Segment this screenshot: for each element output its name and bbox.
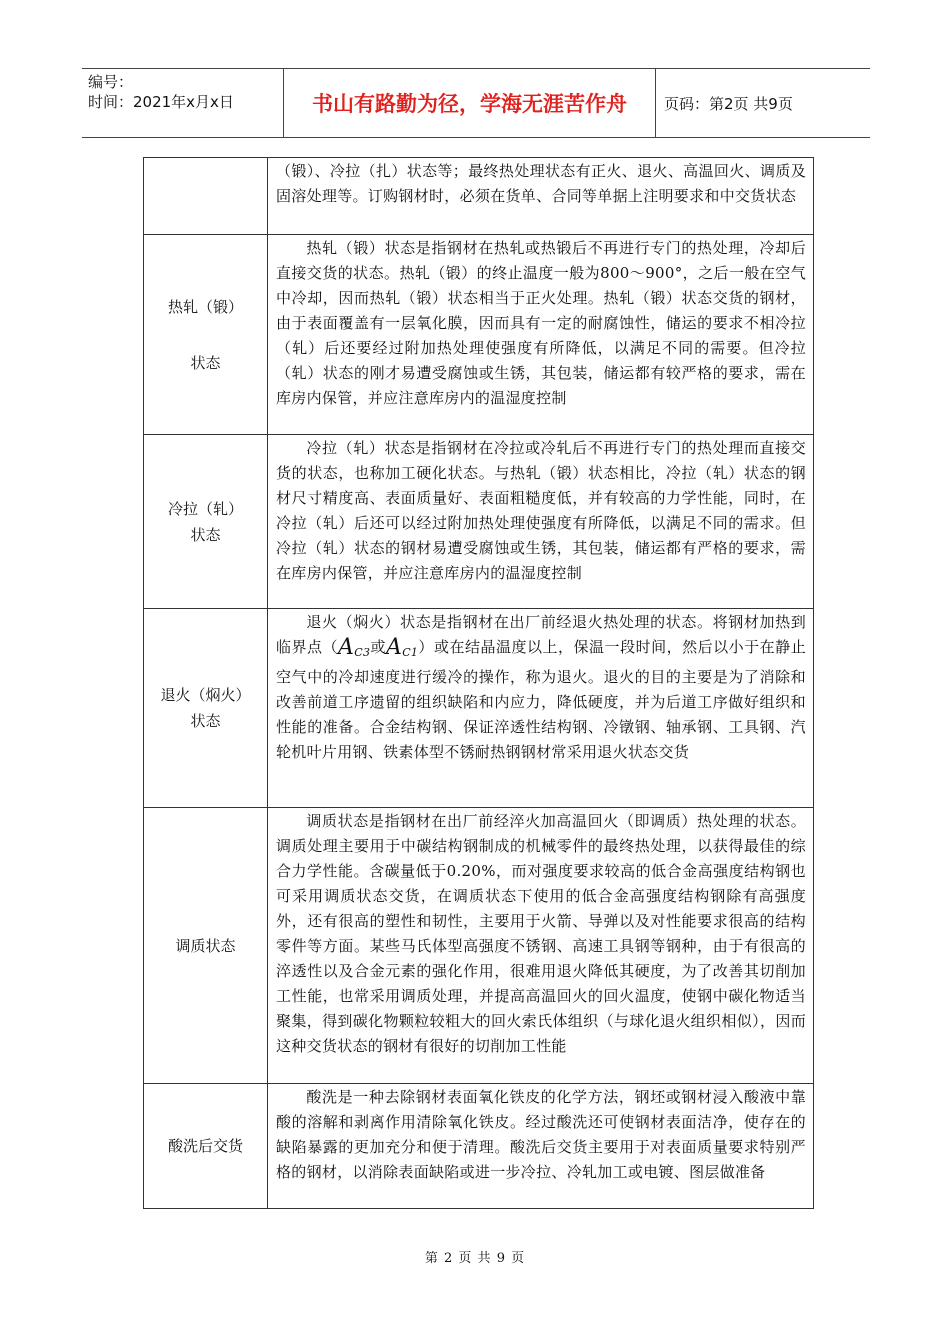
row-label-cell: [144, 158, 268, 235]
row-label-line: 冷拉（轧）: [167, 499, 243, 518]
row-label-cell: [144, 235, 268, 435]
table-row: [144, 808, 814, 1084]
table-row: [144, 158, 814, 235]
formula-ac3-ac1: $A_{C3}$或$A_{C1}$: [338, 635, 419, 660]
row-text: 酸洗是一种去除钢材表面氧化铁皮的化学方法，钢坯或钢材浸入酸液中靠酸的溶解和剥离作用清除氧化铁皮。经过酸洗还可使钢材表面洁净，使存在的缺陷暴露的更加充分和便于清理。酸洗后交货主要用于对表面质量要求特别严格的钢材，以消除表面缺陷或进一步冷拉、冷轧加工或电镀、图层做准备: [276, 1088, 806, 1181]
row-label-line: 热轧（锻）: [167, 297, 243, 316]
row-text: 热轧（锻）状态是指钢材在热轧或热锻后不再进行专门的热处理，冷却后直接交货的状态。热轧（锻）的终止温度一般为800～900°，之后一般在空气中冷却，因而热轧（锻）状态相当于正火处理。热轧（锻）状态交货的钢材，由于表面覆盖有一层氧化膜，因而具有一定的耐腐蚀性，储运的要求不相冷拉（轧）后还要经过附加热处理使强度有所降低，以满足不同的需要。但冷拉（轧）状态的刚才易遭受腐蚀或生锈，其包装，储运都有较严格的要求，需在库房内保管，并应注意库房内的温湿度控制: [276, 239, 806, 407]
row-text: 调质状态是指钢材在出厂前经淬火加高温回火（即调质）热处理的状态。调质处理主要用于中碳结构钢制成的机械零件的最终热处理，以获得最佳的综合力学性能。含碳量低于0.20%，而对强度要求较高的低合金高强度结构钢也可采用调质状态交货，在调质状态下使用的低合金高强度结构钢除有高强度外，还有很高的塑性和韧性，主要用于火箭、导弹以及对性能要求很高的结构零件等方面。某些马氏体型高强度不锈钢、高速工具钢等钢种，由于有很高的淬透性以及合金元素的强化作用，很难用退火降低其硬度，为了改善其切削加工性能，也常采用调质处理，并提高高温回火的回火温度，使钢中碳化物适当聚集，得到碳化物颗粒较粗大的回火索氏体组织（与球化退火组织相似），因而这种交货状态的钢材有很好的切削加工性能: [276, 812, 806, 1055]
row-text-cell: [268, 235, 814, 435]
row-label-cell: [144, 609, 268, 808]
number-label: 编号：: [88, 73, 134, 91]
table-row: [144, 235, 814, 435]
row-label-line: 状态: [190, 712, 221, 730]
row-label-line: 退火（焖火）: [160, 686, 251, 704]
table-row: [144, 435, 814, 609]
header-meta: [82, 69, 284, 137]
row-text-cell: [268, 808, 814, 1084]
row-label-line: 状态: [190, 525, 221, 544]
table-row: [144, 609, 814, 808]
row-text: 冷拉（轧）状态是指钢材在冷拉或冷轧后不再进行专门的热处理而直接交货的状态，也称加工硬化状态。与热轧（锻）状态相比，冷拉（轧）状态的钢材尺寸精度高、表面质量好、表面粗糙度低，并有较高的力学性能，同时，在冷拉（轧）后还可以经过附加热处理使强度有所降低，以满足不同的需求。但冷拉（轧）状态的钢材易遭受腐蚀或生锈，其包装，储运都有严格的要求，需在库房内保管，并应注意库房内的温湿度控制: [276, 439, 806, 582]
time-label: 时间：2021年x月x日: [88, 93, 234, 111]
row-text: （锻）、冷拉（扎）状态等；最终热处理状态有正火、退火、高温回火、调质及固溶处理等。订购钢材时，必须在货单、合同等单据上注明要求和中交货状态: [276, 162, 806, 205]
row-text-after: ）或在结晶温度以上，保温一段时间，然后以小于在静止空气中的冷却速度进行缓冷的操作，称为退火。退火的目的主要是为了消除和改善前道工序遗留的组织缺陷和内应力，降低硬度，并为后道工序做好组织和性能的准备。合金结构钢、保证淬透性结构钢、冷镦钢、轴承钢、工具钢、汽轮机叶片用钢、铁素体型不锈耐热钢钢材常采用退火状态交货: [276, 638, 806, 761]
row-label-cell: [144, 808, 268, 1084]
row-label-cell: [144, 1084, 268, 1209]
row-text-cell: [268, 1084, 814, 1209]
table-row: [144, 1084, 814, 1209]
row-label-line: 调质状态: [175, 936, 236, 955]
page-footer: 第 2 页 共 9 页: [424, 1251, 526, 1266]
row-text-cell: [268, 158, 814, 235]
delivery-state-table: [143, 157, 814, 1209]
header-motto: 书山有路勤为径，学海无涯苦作舟: [284, 69, 656, 137]
header-page-info: 页码：第2页 共9页: [664, 94, 793, 113]
page-header: [82, 68, 870, 138]
row-text-before: 退火（焖火）状态是指钢材在出厂前经退火热处理的状态。将钢材加热到临界点（: [276, 613, 806, 656]
row-label-line: 酸洗后交货: [167, 1137, 243, 1155]
row-label-line: 状态: [190, 353, 221, 372]
row-text-cell: [268, 435, 814, 609]
row-label-cell: [144, 435, 268, 609]
row-text-cell: [268, 609, 814, 808]
